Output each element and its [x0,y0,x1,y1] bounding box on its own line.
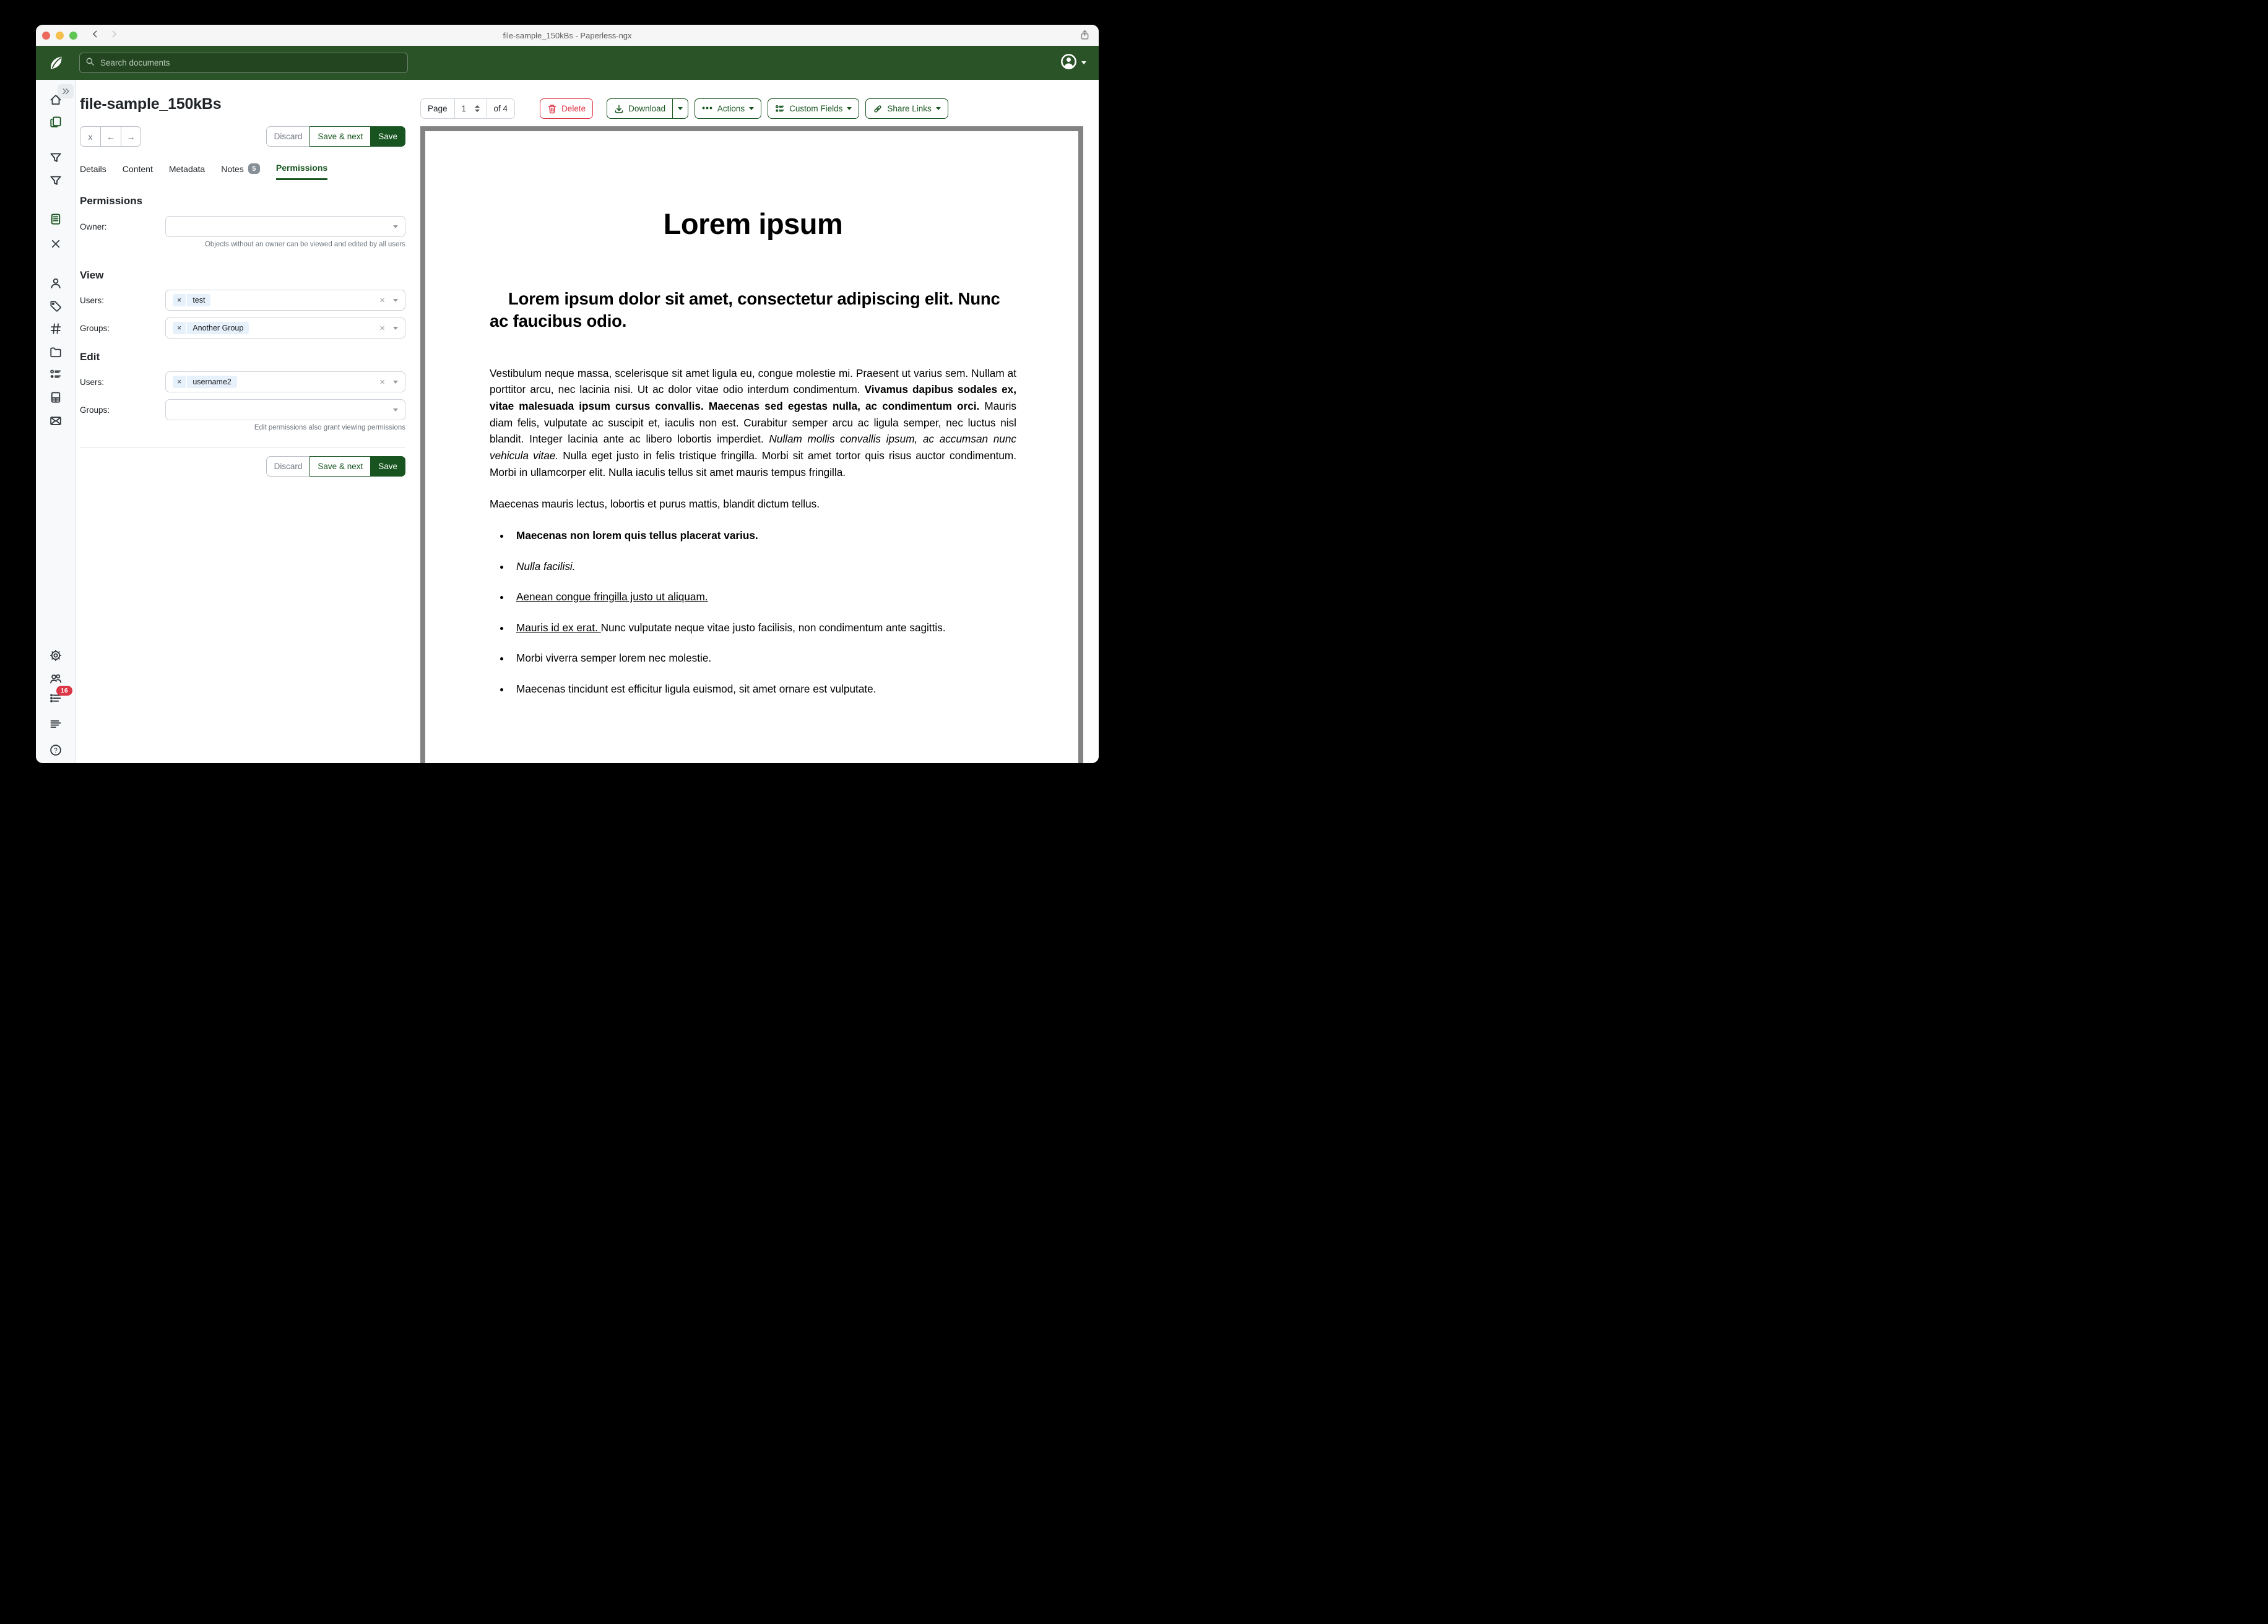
document-title: file-sample_150kBs [80,95,222,113]
document-bullet-list [490,527,1016,698]
sidebar-item-document-types[interactable] [50,346,62,358]
document-bullet-item: • Nulla facilisi. [511,558,1016,575]
chevron-down-icon [393,299,398,302]
sidebar-item-documentation[interactable] [50,744,62,756]
sidebar-item-correspondents[interactable] [50,277,62,290]
chevron-down-icon [393,327,398,330]
sidebar-item-workflows[interactable] [50,391,62,404]
user-avatar-icon [1060,53,1077,73]
save-next-button[interactable]: Save & next [309,456,370,477]
chevron-down-icon [393,408,398,412]
page-navigation [420,98,515,119]
clear-icon[interactable]: × [379,295,385,306]
edit-section-heading: Edit [80,351,100,363]
document-edit-panel [76,80,420,763]
user-menu[interactable] [1060,53,1086,73]
document-bullet-item: • Morbi viverra semper lorem nec molestie. [511,650,1016,667]
browser-window [36,25,1099,763]
selected-user-chip: × username2 [173,376,237,388]
sidebar-item-saved-view[interactable] [50,175,62,187]
chevron-down-icon [393,225,398,228]
sidebar-item-mail[interactable] [50,415,62,427]
traffic-lights [42,32,77,40]
view-groups-select[interactable] [165,317,405,339]
clear-icon[interactable]: × [379,322,385,334]
discard-button[interactable]: Discard [266,126,310,147]
divider [80,447,405,448]
sidebar-item-saved-view[interactable] [50,152,62,164]
owner-label: Owner: [80,222,107,231]
download-split-button [607,98,688,119]
ellipsis-icon: ••• [702,103,713,113]
paperless-logo[interactable] [36,54,76,71]
save-button[interactable]: Save [370,456,405,477]
owner-helper-text: Objects without an owner can be viewed and edited by all users [204,241,405,248]
sidebar-expand-button[interactable] [58,84,74,98]
app-header [36,46,1099,80]
link-icon [873,104,883,114]
document-bullet-item: • Maecenas non lorem quis tellus placerat varius. [511,527,1016,544]
tab-metadata[interactable]: Metadata [168,163,206,174]
save-button[interactable]: Save [370,126,405,147]
pdf-viewer[interactable] [420,126,1083,763]
document-nav-group [80,126,141,147]
page-label: Page [420,98,454,119]
view-users-select[interactable] [165,290,405,311]
tasks-count-badge: 16 [56,686,72,696]
chevron-down-icon [847,107,852,110]
download-button[interactable]: Download [607,98,673,119]
sidebar-item-custom-fields[interactable] [50,368,62,381]
previous-document-button[interactable]: ← [100,126,121,147]
forward-icon[interactable] [110,30,118,41]
clear-icon[interactable]: × [379,376,385,387]
sidebar-item-tags[interactable] [50,300,62,313]
remove-chip-icon[interactable]: × [173,294,186,306]
edit-groups-select[interactable] [165,399,405,420]
search-bar[interactable] [79,53,408,73]
document-bullet-item: • Aenean congue fringilla justo ut aliquam. [511,589,1016,605]
sidebar-item-settings[interactable] [50,649,62,662]
view-groups-label: Groups: [80,323,110,333]
svg-text:?: ? [54,746,58,754]
tab-details[interactable]: Details [80,163,106,174]
tab-notes[interactable]: Notes 5 [221,163,260,179]
minimize-window-button[interactable] [56,32,64,40]
delete-button[interactable]: Delete [540,98,593,119]
tab-permissions[interactable]: Permissions [276,163,327,180]
search-icon [85,57,95,69]
notes-count-badge: 5 [248,163,260,174]
sidebar-item-tasks[interactable] [50,687,68,704]
back-icon[interactable] [91,30,100,41]
chevron-down-icon [936,107,941,110]
document-paragraph: Vestibulum neque massa, scelerisque sit amet ligula eu, congue molestie mi. Praesent ut varius sem. Nullam at porttitor arcu, nec lacinia nisi. Ut ac dolor vitae odio interdum condimentum. Vivamus dapibus sodales ex, vitae malesuada ipsum cursus convallis. Maecenas sed egestas nulla, ac condimentum orci. Mauris diam felis, vulputate ac suscipit et, iaculis non est. Curabitur semper arcu ac ligula semper, nec luctus nisl blandit. Integer lacinia ante ac libero lobortis imperdiet. Nullam mollis convallis ipsum, ac accumsan nunc vehicula vitae. Nulla eget justo in felis tristique fringilla. Morbi sit amet tortor quis risus auctor condimentum. Morbi in ullamcorper elit. Nulla iaculis tellus sit amet mauris tempus fringilla. [490,366,1017,478]
remove-chip-icon[interactable]: × [173,376,186,388]
sidebar-item-documents[interactable] [50,116,62,128]
search-input[interactable] [99,58,374,68]
sidebar-item-storage-paths[interactable] [50,322,62,335]
selected-user-chip: × test [173,294,210,306]
download-options-button[interactable] [672,98,688,119]
page-stepper[interactable] [475,105,480,112]
trash-icon [547,104,557,114]
custom-fields-dropdown-button[interactable]: Custom Fields [768,98,859,119]
actions-dropdown-button[interactable]: ••• Actions [695,98,761,119]
tab-content[interactable]: Content [122,163,153,174]
share-links-dropdown-button[interactable]: Share Links [865,98,948,119]
close-window-button[interactable] [42,32,50,40]
chevron-down-icon [393,381,398,384]
titlebar [36,25,1099,46]
sidebar-item-logs[interactable] [50,718,62,730]
share-icon[interactable] [1080,30,1090,43]
page-number-field[interactable] [454,98,487,119]
edit-users-select[interactable] [165,371,405,392]
download-icon [614,104,624,114]
document-heading: Lorem ipsum [663,207,843,240]
edit-groups-label: Groups: [80,405,110,415]
view-section-heading: View [80,269,104,281]
discard-button[interactable]: Discard [266,456,310,477]
owner-select[interactable] [165,216,405,237]
zoom-window-button[interactable] [69,32,77,40]
document-paragraph: Maecenas mauris lectus, lobortis et purus mattis, blandit dictum tellus. [490,498,820,511]
document-bullet-item: • Maecenas tincidunt est efficitur ligula euismod, sit amet ornare est vulputate. [511,681,1016,698]
document-page [425,131,1078,763]
document-preview-column [420,80,1099,763]
save-actions-group [266,126,405,147]
window-title: file-sample_150kBs - Paperless-ngx [503,30,632,40]
preview-toolbar [420,98,1099,119]
custom-fields-icon [775,104,785,114]
sidebar-item-open-document[interactable] [50,213,62,225]
edit-helper-text: Edit permissions also grant viewing permissions [254,424,405,431]
save-actions-group-bottom [266,456,405,477]
remove-chip-icon[interactable]: × [173,322,186,334]
close-document-button[interactable]: x [80,126,100,147]
chevron-down-icon [1081,61,1086,64]
sidebar [36,80,76,763]
document-tabs [80,163,405,180]
next-document-button[interactable]: → [121,126,141,147]
page-number-input[interactable] [462,104,470,113]
document-bullet-item: • Mauris id ex erat. Nunc vulputate neque vitae justo facilisis, non condimentum ante sagittis. [511,620,1016,636]
selected-group-chip: × Another Group [173,322,249,334]
document-subheading: Lorem ipsum dolor sit amet, consectetur adipiscing elit. Nunc ac faucibus odio. [490,289,1000,331]
edit-users-label: Users: [80,377,105,387]
permissions-heading: Permissions [80,195,143,207]
save-next-button[interactable]: Save & next [309,126,370,147]
chevron-down-icon [749,107,754,110]
view-users-label: Users: [80,295,105,305]
close-all-documents-icon[interactable] [50,238,62,250]
sidebar-item-users-groups[interactable] [50,673,62,685]
page-count-label: of 4 [487,98,516,119]
